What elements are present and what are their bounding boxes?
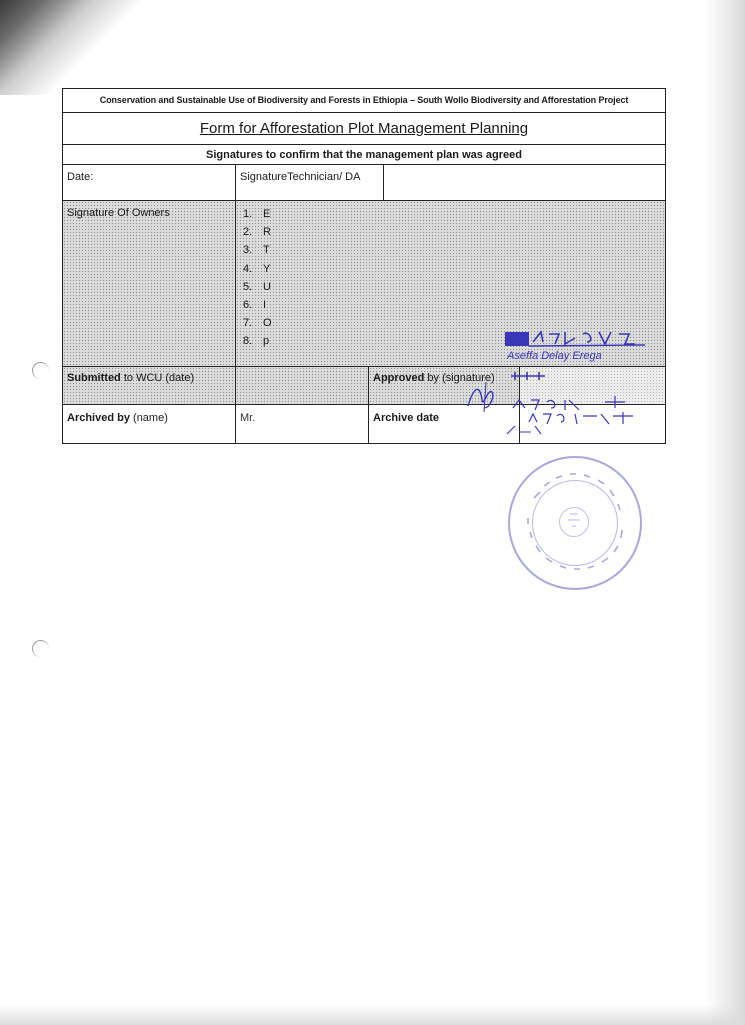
signature-technician-value-cell[interactable] bbox=[384, 165, 665, 200]
list-item: 3. T bbox=[243, 244, 270, 257]
punch-hole-mark bbox=[32, 640, 49, 657]
project-name: Conservation and Sustainable Use of Biodiversity and Forests in Ethiopia – South Wollo Biodiversity and Afforestation Project bbox=[99, 95, 629, 105]
owners-list bbox=[243, 205, 272, 351]
punch-hole-mark bbox=[32, 362, 49, 379]
archived-by-value-cell[interactable] bbox=[236, 405, 369, 443]
date-technician-row bbox=[63, 165, 665, 201]
stamp-script-line-1 bbox=[529, 328, 645, 348]
submitted-label-cell bbox=[63, 367, 236, 404]
list-item: 5. U bbox=[243, 280, 271, 293]
list-item: 7. O bbox=[243, 317, 272, 330]
date-cell[interactable] bbox=[63, 165, 236, 200]
submitted-date-cell[interactable] bbox=[236, 367, 369, 404]
seal-ring-script bbox=[510, 458, 640, 588]
handwritten-signature bbox=[462, 378, 502, 418]
archived-by-label-cell bbox=[63, 405, 236, 443]
list-item: 8. p bbox=[243, 335, 270, 348]
stamp-bar bbox=[505, 332, 529, 346]
approved-label: Approved by (signature) bbox=[373, 372, 495, 384]
list-item: 1. E bbox=[243, 208, 271, 220]
scan-shadow-corner bbox=[0, 0, 140, 95]
signature-technician-label: SignatureTechnician/ DA bbox=[240, 171, 361, 183]
list-item: 2. R bbox=[243, 226, 271, 239]
project-row bbox=[63, 89, 665, 113]
submitted-label: Submitted to WCU (date) bbox=[67, 372, 195, 384]
signature-technician-cell[interactable] bbox=[236, 165, 384, 200]
stamp-name: Aseffa Delay Erega bbox=[507, 350, 602, 362]
signatures-heading: Signatures to confirm that the management plan was agreed bbox=[205, 149, 522, 161]
scan-shadow-right-edge bbox=[705, 0, 745, 1025]
official-seal bbox=[508, 456, 642, 590]
list-item: 6. I bbox=[243, 298, 267, 311]
archived-by-value: Mr. bbox=[240, 412, 256, 424]
signature-owners-label: Signature Of Owners bbox=[67, 207, 170, 219]
archive-date-label: Archive date bbox=[373, 412, 440, 424]
name-stamp bbox=[505, 328, 645, 438]
date-label: Date: bbox=[67, 171, 94, 183]
list-item: 4. Y bbox=[243, 262, 271, 275]
title-row bbox=[63, 113, 665, 145]
signature-owners-label-cell bbox=[63, 201, 236, 366]
form-title: Form for Afforestation Plot Management Planning bbox=[199, 120, 529, 137]
signatures-heading-row bbox=[63, 145, 665, 165]
archived-by-label: Archived by (name) bbox=[67, 412, 168, 424]
stamp-script-lines bbox=[505, 366, 645, 438]
scan-shadow-bottom-edge bbox=[0, 1005, 745, 1025]
